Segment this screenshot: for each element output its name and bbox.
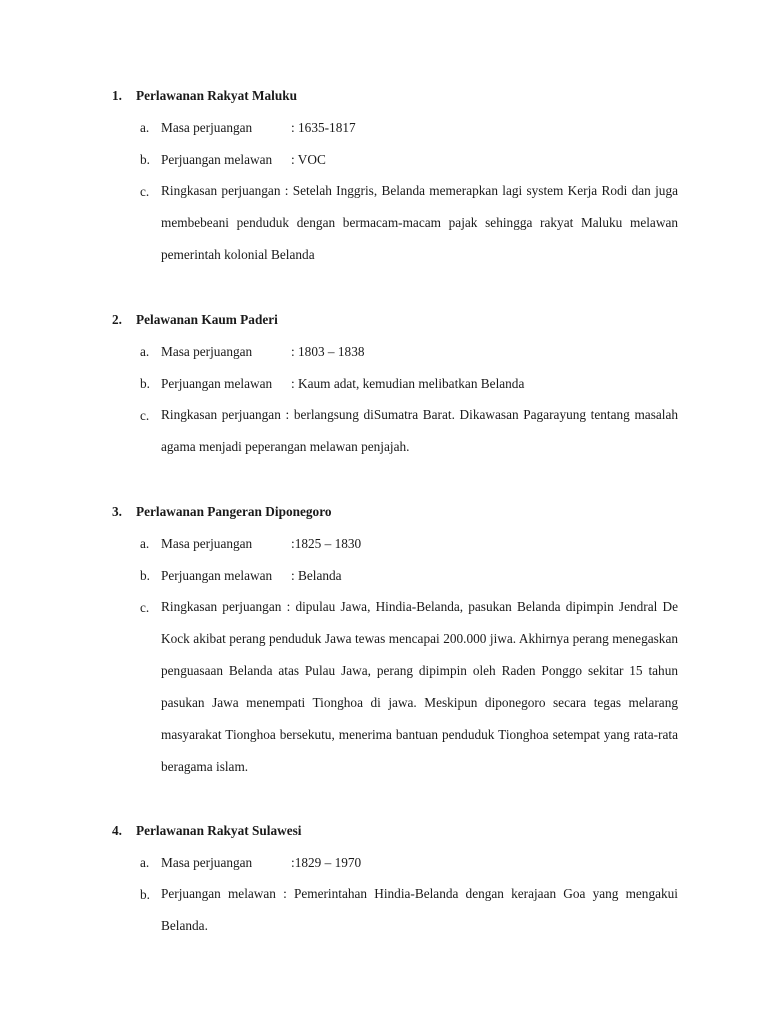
- item-label: Perjuangan melawan: [161, 886, 276, 901]
- item-label: Ringkasan perjuangan: [161, 183, 281, 198]
- item-paragraph: [161, 878, 678, 942]
- section-number: 4.: [112, 823, 122, 838]
- item-letter: c.: [140, 600, 150, 615]
- item-paragraph: [161, 175, 678, 271]
- item-value: : berlangsung diSumatra Barat. Dikawasan Pagarayung tentang masalah agama menjadi peperangan melawan penjajah.: [161, 407, 679, 454]
- item-letter: c.: [140, 184, 150, 199]
- section-title: [112, 823, 301, 839]
- section-number: 2.: [112, 312, 122, 327]
- item-label: Masa perjuangan: [161, 120, 253, 135]
- item-value: : Kaum adat, kemudian melibatkan Belanda: [291, 376, 525, 391]
- item-value: :1829 – 1970: [291, 855, 362, 870]
- item-value: : Belanda: [291, 568, 342, 583]
- section-title: [112, 504, 332, 520]
- item-letter: b.: [140, 376, 150, 391]
- item-label: Perjuangan melawan: [161, 568, 273, 583]
- item-label: Ringkasan perjuangan: [161, 407, 281, 422]
- item-letter: c.: [140, 408, 150, 423]
- item-letter: a.: [140, 344, 150, 359]
- section-number: 3.: [112, 504, 122, 519]
- item-letter: b.: [140, 152, 150, 167]
- item-value: : 1635-1817: [291, 120, 356, 135]
- item-label: Perjuangan melawan: [161, 376, 273, 391]
- section-number: 1.: [112, 88, 122, 103]
- item-value: : 1803 – 1838: [291, 344, 365, 359]
- item-label: Masa perjuangan: [161, 855, 253, 870]
- item-paragraph: [161, 591, 678, 783]
- item-letter: a.: [140, 536, 150, 551]
- section-title: [112, 88, 297, 104]
- item-value: : Pemerintahan Hindia-Belanda dengan kerajaan Goa yang mengakui Belanda.: [161, 886, 678, 933]
- item-value: :1825 – 1830: [291, 536, 362, 551]
- item-letter: b.: [140, 887, 150, 902]
- item-value: : VOC: [291, 152, 326, 167]
- item-letter: a.: [140, 120, 150, 135]
- item-letter: b.: [140, 568, 150, 583]
- item-label: Ringkasan perjuangan: [161, 599, 282, 614]
- section-title-text: Perlawanan Rakyat Sulawesi: [136, 823, 302, 838]
- item-value: : dipulau Jawa, Hindia-Belanda, pasukan Belanda dipimpin Jendral De Kock akibat perang penduduk Jawa tewas mencapai 200.000 jiwa. Akhirnya perang menegaskan penguasaan Belanda atas Pulau Jawa, perang dipimpin oleh Raden Ponggo sekitar 15 tahun pasukan Jawa menempati Tionghoa di jawa. Meskipun diponegoro secara tegas melarang masyarakat Tionghoa bersekutu, menerima bantuan penduduk Tionghoa setempat yang rata-rata beragama islam.: [161, 599, 679, 774]
- item-label: Masa perjuangan: [161, 536, 253, 551]
- item-label: Masa perjuangan: [161, 344, 253, 359]
- item-value: : Setelah Inggris, Belanda memerapkan lagi system Kerja Rodi dan juga membebeani penduduk dengan bermacam-macam pajak sehingga rakyat Maluku melawan pemerintah kolonial Belanda: [161, 183, 679, 262]
- section-title-text: Perlawanan Pangeran Diponegoro: [136, 504, 332, 519]
- section-title: [112, 312, 278, 328]
- section-title-text: Perlawanan Rakyat Maluku: [136, 88, 298, 103]
- section-title-text: Pelawanan Kaum Paderi: [136, 312, 278, 327]
- item-letter: a.: [140, 855, 150, 870]
- item-paragraph: [161, 399, 678, 463]
- item-label: Perjuangan melawan: [161, 152, 273, 167]
